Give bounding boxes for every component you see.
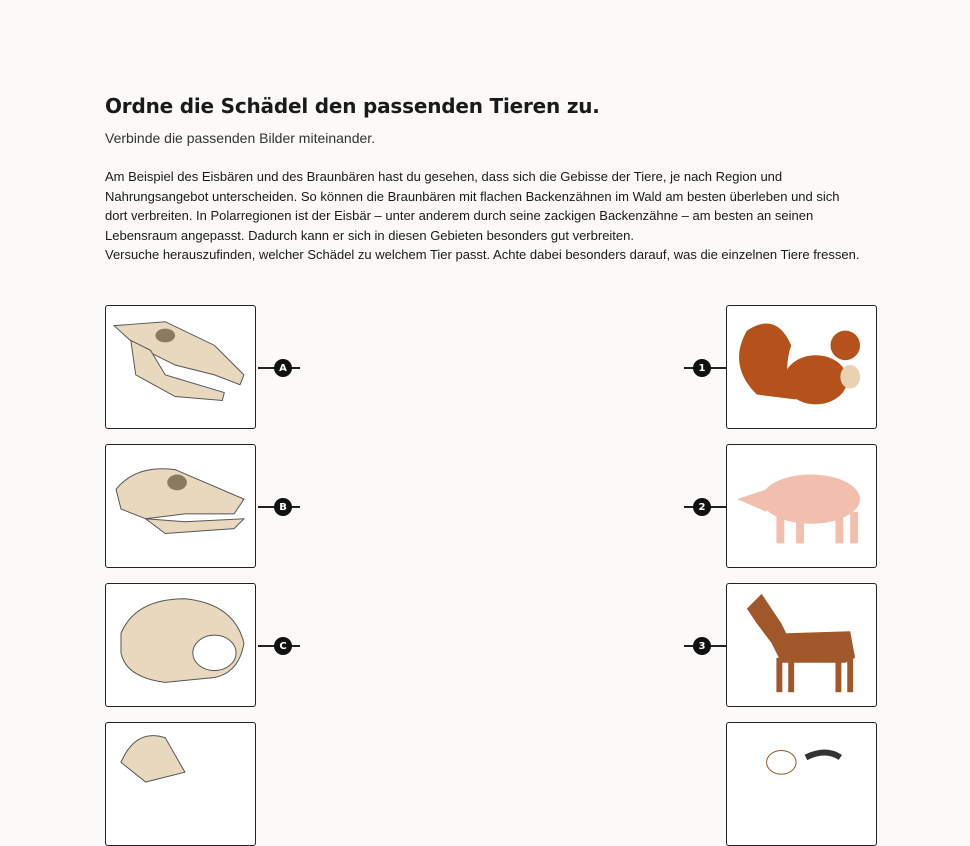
connector-dot-2[interactable]: 2 [693, 498, 711, 516]
connector-dot-c[interactable]: C [274, 637, 292, 655]
squirrel-image [727, 306, 876, 428]
instruction: Verbinde die passenden Bilder miteinander. [105, 130, 376, 146]
horse-image [727, 584, 876, 706]
connector-dot-3[interactable]: 3 [693, 637, 711, 655]
skull-card-a[interactable] [105, 305, 256, 429]
intro-text [105, 167, 865, 265]
skull-card-b[interactable] [105, 444, 256, 568]
page-title: Ordne die Schädel den passenden Tieren zu. [105, 94, 600, 118]
rodent-skull-image [106, 584, 255, 706]
pig-image [727, 445, 876, 567]
intro-paragraph: Am Beispiel des Eisbären und des Braunbären hast du gesehen, dass sich die Gebisse der Tiere, je nach Region und Nahrungsangebot unterscheiden. So können die Braunbären mit flachen Backenzähnen im Wald am besten überleben und sich dort verbreiten. In Polarregionen ist der Eisbär – unter anderem durch seine zackigen Backenzähne – am besten an seinen Lebensraum angepasst. Dadurch kann er sich in diesen Gebieten besonders gut verbreiten. [105, 169, 840, 243]
animal-card-1[interactable] [726, 305, 877, 429]
connector-dot-b[interactable]: B [274, 498, 292, 516]
horse-skull-image [106, 306, 255, 428]
skull-card-d[interactable] [105, 722, 256, 846]
pig-skull-image [106, 723, 255, 845]
animal-card-4[interactable] [726, 722, 877, 846]
animal-card-2[interactable] [726, 444, 877, 568]
skull-card-c[interactable] [105, 583, 256, 707]
dog-image [727, 723, 876, 845]
intro-task: Versuche herauszufinden, welcher Schädel zu welchem Tier passt. Achte dabei besonders darauf, was die einzelnen Tiere fressen. [105, 247, 860, 262]
connector-dot-1[interactable]: 1 [693, 359, 711, 377]
dog-skull-image [106, 445, 255, 567]
connector-dot-a[interactable]: A [274, 359, 292, 377]
animal-card-3[interactable] [726, 583, 877, 707]
